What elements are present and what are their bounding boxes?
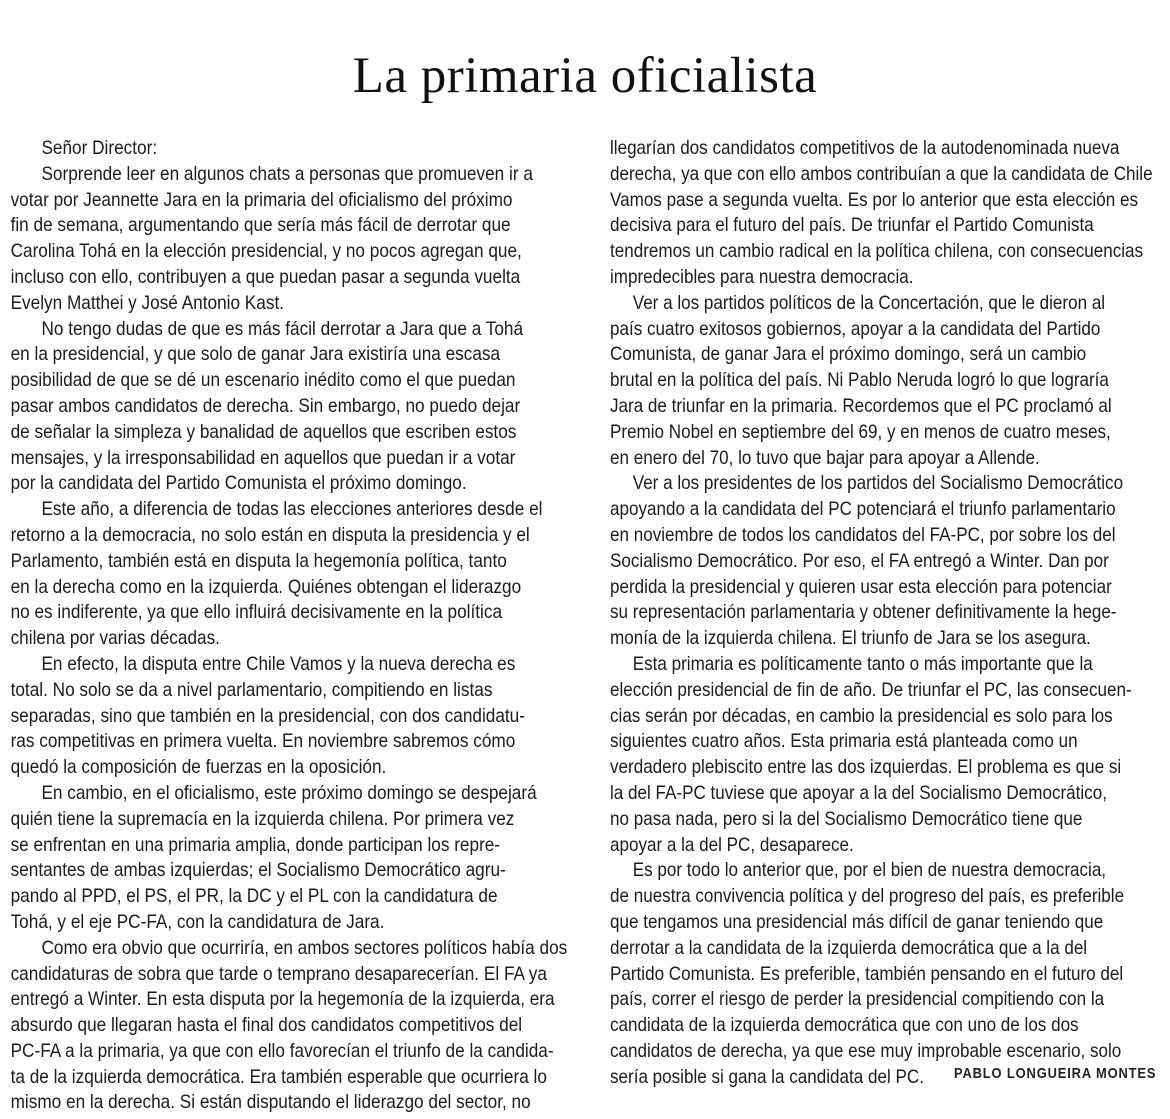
text-line: sería posible si gana la candidata del PC. [610, 1065, 924, 1088]
text-line: su representación parlamentaria y obtener definitivamente la hege- [610, 601, 1117, 624]
text-line: Socialismo Democrático. Por eso, el FA entregó a Winter. Dan por [610, 549, 1109, 572]
text-line: pando al PPD, el PS, el PR, la DC y el PL con la candidatura de [10, 885, 498, 908]
text-line: se enfrentan en una primaria amplia, donde participan los repre- [10, 833, 501, 856]
text-line: que tengamos una presidencial más difícil de ganar teniendo que [610, 910, 1104, 933]
text-line: no es indiferente, ya que ello influirá decisivamente en la política [10, 601, 503, 624]
text-line: No tengo dudas de que es más fácil derrotar a Jara que a Tohá [41, 317, 524, 340]
text-line: Señor Director: [41, 137, 158, 159]
text-line: monía de la izquierda chilena. El triunfo de Jara se los asegura. [610, 627, 1091, 650]
text-line: Este año, a diferencia de todas las elecciones anteriores desde el [41, 498, 543, 521]
text-line: de señalar la simpleza y banalidad de aquellos que escriben estos [10, 420, 517, 443]
text-line: siguientes cuatro años. Esta primaria está planteada como un [610, 730, 1078, 753]
text-line: apoyando a la candidata del PC potenciará el triunfo parlamentario [610, 498, 1116, 521]
author-signature: PABLO LONGUEIRA MONTES [953, 1065, 1156, 1082]
text-line: ras competitivas en primera vuelta. En noviembre sabremos cómo [10, 730, 516, 753]
text-line: posibilidad de que se dé un escenario inédito como el que puedan [10, 369, 516, 392]
text-line: verdadero plebiscito entre las dos izquierdas. El problema es que si [610, 756, 1122, 779]
text-line: entregó a Winter. En esta disputa por la hegemonía de la izquierda, era [10, 988, 555, 1011]
text-line: PC-FA a la primaria, ya que con ello favorecían el triunfo de la candida- [10, 1039, 554, 1062]
text-line: derecha, ya que con ello ambos contribuían a que la candidata de Chile [610, 162, 1153, 185]
text-line: apoyar a la del PC, desaparece. [610, 833, 854, 856]
text-line: Parlamento, también está en disputa la hegemonía política, tanto [10, 549, 507, 572]
text-line: en enero del 70, lo tuvo que bajar para apoyar a Allende. [610, 446, 1040, 469]
text-line: elección presidencial de fin de año. De triunfar el PC, las consecuen- [610, 678, 1132, 701]
text-line: quién tiene la supremacía en la izquierda chilena. Por primera vez [10, 807, 515, 830]
text-line: fin de semana, argumentando que sería más fácil de derrotar que [10, 214, 511, 237]
text-line: no pasa nada, pero si la del Socialismo Democrático tiene que [610, 807, 1083, 830]
text-line: Esta primaria es políticamente tanto o más importante que la [632, 652, 1093, 675]
text-line: En efecto, la disputa entre Chile Vamos y la nueva derecha es [41, 652, 516, 675]
text-line: Evelyn Matthei y José Antonio Kast. [10, 291, 285, 314]
text-line: mensajes, y la irresponsabilidad en aquellos que puedan ir a votar [10, 446, 516, 469]
text-line: brutal en la política del país. Ni Pablo Neruda logró lo que lograría [610, 369, 1109, 392]
text-line: país, correr el riesgo de perder la presidencial compitiendo con la [610, 988, 1105, 1011]
text-line: incluso con ello, contribuyen a que puedan pasar a segunda vuelta [10, 265, 521, 288]
text-line: Sorprende leer en algunos chats a personas que promueven ir a [41, 162, 533, 185]
text-line: en la derecha como en la izquierda. Quiénes obtengan el liderazgo [10, 575, 522, 598]
text-line: chilena por varias décadas. [10, 627, 220, 650]
text-line: Es por todo lo anterior que, por el bien de nuestra democracia, [632, 859, 1107, 882]
text-line: tendremos un cambio radical en la política chilena, con consecuencias [610, 240, 1144, 263]
text-line: candidata de la izquierda democrática que con uno de los dos [610, 1014, 1079, 1037]
text-line: sentantes de ambas izquierdas; el Socialismo Democrático agru- [10, 859, 506, 882]
text-line: impredecibles para nuestra democracia. [610, 265, 914, 288]
text-line: en noviembre de todos los candidatos del FA-PC, por sobre los del [610, 523, 1116, 546]
text-line: cias serán por décadas, en cambio la presidencial es solo para los [610, 704, 1113, 727]
text-line: Jara de triunfar en la primaria. Recordemos que el PC proclamó al [610, 394, 1112, 417]
text-line: la del FA-PC tuviese que apoyar a la del Socialismo Democrático, [610, 781, 1107, 804]
text-line: absurdo que llegaran hasta el final dos candidatos competitivos del [10, 1014, 523, 1037]
text-line: candidatos de derecha, ya que ese muy improbable escenario, solo [610, 1039, 1122, 1062]
text-line: retorno a la democracia, no solo están en disputa la presidencia y el [10, 523, 530, 546]
text-line: llegarían dos candidatos competitivos de la autodenominada nueva [610, 137, 1120, 159]
article-column-right [610, 136, 1167, 1090]
text-line: En cambio, en el oficialismo, este próximo domingo se despejará [41, 781, 537, 804]
text-line: separadas, sino que también en la presidencial, con dos candidatu- [10, 704, 525, 727]
text-line: total. No solo se da a nivel parlamentario, compitiendo en listas [10, 678, 493, 701]
text-line: candidaturas de sobra que tarde o temprano desaparecerían. El FA ya [10, 962, 547, 985]
text-line: Tohá, y el eje PC-FA, con la candidatura de Jara. [10, 910, 385, 933]
text-line: por la candidata del Partido Comunista el próximo domingo. [10, 472, 467, 495]
text-line: Vamos pase a segunda vuelta. Es por lo anterior que esta elección es [610, 188, 1139, 211]
text-line: Como era obvio que ocurriría, en ambos sectores políticos había dos [41, 936, 568, 959]
text-line: Partido Comunista. Es preferible, también pensando en el futuro del [610, 962, 1124, 985]
text-line: mismo en la derecha. Si están disputando el liderazgo del sector, no [10, 1091, 531, 1114]
text-line: Comunista, de ganar Jara el próximo domingo, será un cambio [610, 343, 1087, 366]
text-line: Ver a los partidos políticos de la Concertación, que le dieron al [632, 291, 1106, 314]
text-line: de nuestra convivencia política y del progreso del país, es preferible [610, 885, 1125, 908]
text-line: ta de la izquierda democrática. Era también esperable que ocurriera lo [10, 1065, 547, 1088]
text-line: Carolina Tohá en la elección presidencial, y no pocos agregan que, [10, 240, 522, 263]
article-column-left [0, 136, 568, 1116]
article-headline: La primaria oficialista [352, 48, 818, 104]
text-line: derrotar a la candidata de la izquierda democrática que a la del [610, 936, 1088, 959]
text-line: perdida la presidencial y quieren usar esta elección para potenciar [610, 575, 1112, 598]
text-line: decisiva para el futuro del país. De triunfar el Partido Comunista [610, 214, 1094, 237]
text-line: votar por Jeannette Jara en la primaria del oficialismo del próximo [10, 188, 513, 211]
text-line: en la presidencial, y que solo de ganar Jara existiría una escasa [10, 343, 501, 366]
text-line: Ver a los presidentes de los partidos del Socialismo Democrático [632, 472, 1124, 495]
text-line: quedó la composición de fuerzas en la oposición. [10, 756, 387, 779]
text-line: país cuatro exitosos gobiernos, apoyar a la candidata del Partido [610, 317, 1101, 340]
text-line: pasar ambos candidatos de derecha. Sin embargo, no puedo dejar [10, 394, 521, 417]
text-line: Premio Nobel en septiembre del 69, y en menos de cuatro meses, [610, 420, 1111, 443]
